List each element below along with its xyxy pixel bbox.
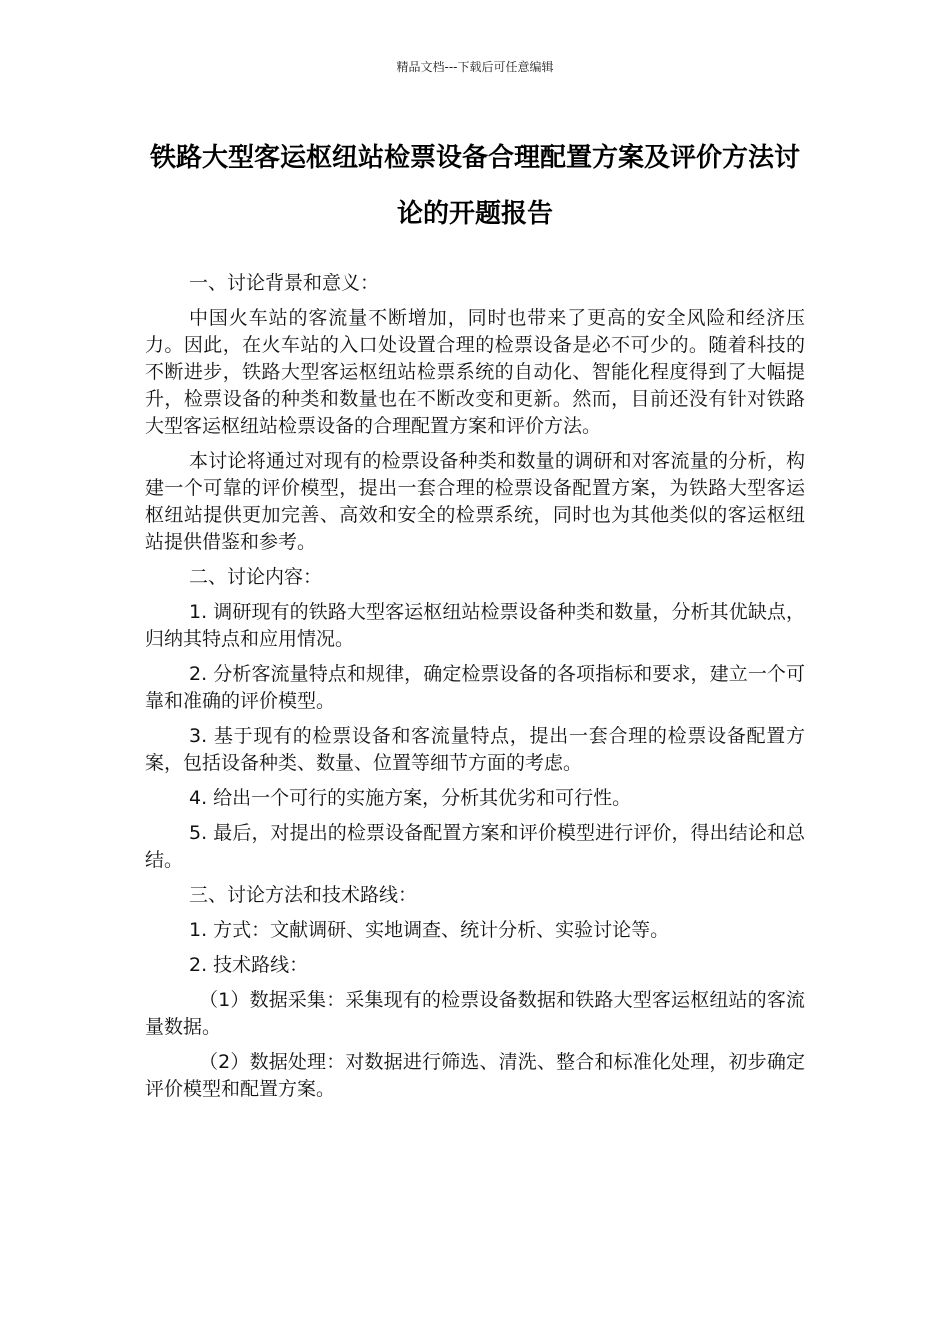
content-item-2: 2. 分析客流量特点和规律，确定检票设备的各项指标和要求，建立一个可靠和准确的评价模型。 <box>145 663 805 712</box>
method-item-2: 2. 技术路线： <box>189 954 309 976</box>
route-step-2: （2）数据处理：对数据进行筛选、清洗、整合和标准化处理，初步确定评价模型和配置方案。 <box>145 1051 805 1100</box>
content-item-5: 5. 最后，对提出的检票设备配置方案和评价模型进行评价，得出结论和总结。 <box>145 822 805 871</box>
paragraph-purpose: 本讨论将通过对现有的检票设备种类和数量的调研和对客流量的分析，构建一个可靠的评价模型，提出一套合理的检票设备配置方案，为铁路大型客运枢纽站提供更加完善、高效和安全的检票系统，同时也为其他类似的客运枢纽站提供借鉴和参考。 <box>145 450 805 553</box>
document-title: 铁路大型客运枢纽站检票设备合理配置方案及评价方法讨论的开题报告 <box>149 143 800 229</box>
page-header-note: 精品文档---下载后可任意编辑 <box>396 60 554 74</box>
section-heading-background: 一、讨论背景和意义： <box>189 272 380 294</box>
document-body <box>145 270 805 1111</box>
section-heading-content: 二、讨论内容： <box>189 566 323 588</box>
content-item-4: 4. 给出一个可行的实施方案，分析其优劣和可行性。 <box>189 787 632 809</box>
route-step-1: （1）数据采集：采集现有的检票设备数据和铁路大型客运枢纽站的客流量数据。 <box>145 989 805 1038</box>
section-heading-method: 三、讨论方法和技术路线： <box>189 884 418 906</box>
content-item-1: 1. 调研现有的铁路大型客运枢纽站检票设备种类和数量，分析其优缺点，归纳其特点和应用情况。 <box>145 601 805 650</box>
content-item-3: 3. 基于现有的检票设备和客流量特点，提出一套合理的检票设备配置方案，包括设备种类、数量、位置等细节方面的考虑。 <box>145 725 805 774</box>
method-item-1: 1. 方式：文献调研、实地调查、统计分析、实验讨论等。 <box>189 919 670 941</box>
paragraph-background: 中国火车站的客流量不断增加，同时也带来了更高的安全风险和经济压力。因此，在火车站的入口处设置合理的检票设备是必不可少的。随着科技的不断进步，铁路大型客运枢纽站检票系统的自动化、智能化程度得到了大幅提升，检票设备的种类和数量也在不断改变和更新。然而，目前还没有针对铁路大型客运枢纽站检票设备的合理配置方案和评价方法。 <box>145 307 805 437</box>
